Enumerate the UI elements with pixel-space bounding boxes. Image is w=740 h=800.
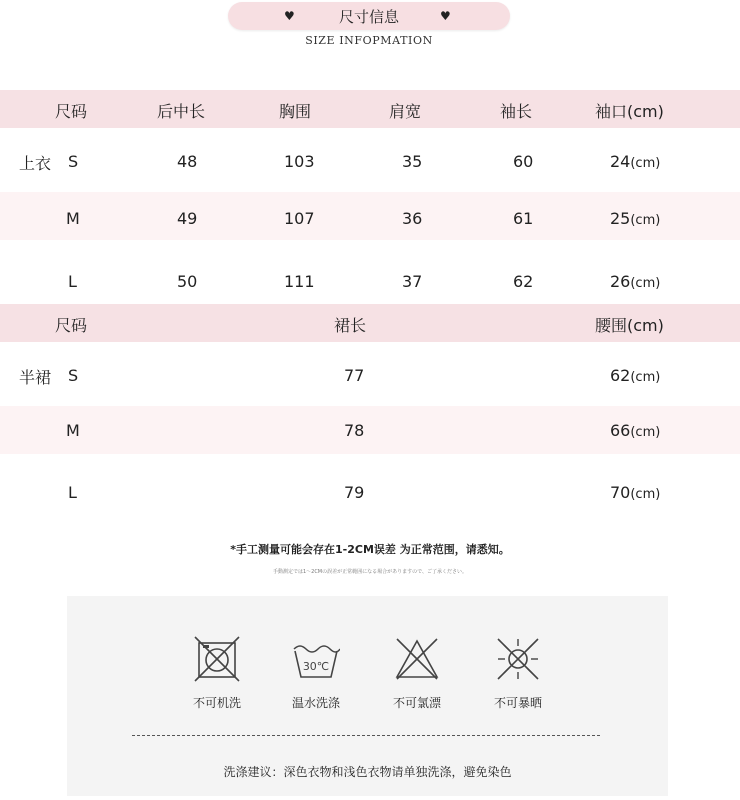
sleeve-cell: 62 <box>513 272 534 291</box>
top-table-header-row <box>0 90 740 128</box>
bust-cell: 111 <box>284 272 315 291</box>
header-bust: 胸围 <box>279 102 312 121</box>
header-size: 尺码 <box>55 102 88 121</box>
back-length-cell: 49 <box>177 209 198 228</box>
size-cell: S <box>68 152 79 171</box>
size-cell: L <box>68 483 77 502</box>
header-cuff: 袖口(cm) <box>595 102 664 121</box>
page-subtitle: SIZE INFOPMATION <box>305 34 433 47</box>
bust-cell: 103 <box>284 152 315 171</box>
cuff-cell: 24(cm) <box>610 152 661 171</box>
no-sun-drying-icon <box>494 635 542 683</box>
table-row <box>0 406 740 454</box>
measurement-note: *手工测量可能会存在1-2CM误差 为正常范围，请悉知。 <box>230 543 510 556</box>
table-row <box>0 244 740 302</box>
care-label: 温水洗涤 <box>291 696 340 710</box>
measurement-note-jp: 手動測定では1～2CMの誤差が正常範囲になる場合がありますので、ご了承ください。 <box>272 569 468 575</box>
skirt-table-header-row <box>0 304 740 342</box>
size-cell: M <box>66 209 80 228</box>
header-skirt-length: 裙长 <box>334 316 367 335</box>
wash-advice: 洗涤建议：深色衣物和浅色衣物请单独洗涤，避免染色 <box>223 765 512 779</box>
table-row <box>0 344 740 404</box>
shoulder-cell: 37 <box>402 272 423 291</box>
care-label: 不可机洗 <box>192 696 241 710</box>
top-group-label: 上衣 <box>19 154 52 173</box>
cuff-cell: 26(cm) <box>610 272 661 291</box>
wash-temp: 30℃ <box>302 660 330 673</box>
skirt-group-label: 半裙 <box>19 368 52 387</box>
skirt-length-cell: 78 <box>344 421 365 440</box>
skirt-length-cell: 77 <box>344 366 365 385</box>
title-banner <box>228 2 510 30</box>
sleeve-cell: 61 <box>513 209 534 228</box>
header-sleeve: 袖长 <box>500 102 533 121</box>
sleeve-cell: 60 <box>513 152 534 171</box>
size-cell: L <box>68 272 77 291</box>
back-length-cell: 48 <box>177 152 198 171</box>
no-machine-wash-icon <box>193 635 241 683</box>
header-size: 尺码 <box>55 316 88 335</box>
bust-cell: 107 <box>284 209 315 228</box>
header-waist: 腰围(cm) <box>595 316 664 335</box>
heart-icon-left: ♥ <box>284 9 295 23</box>
table-row <box>0 192 740 240</box>
header-back-length: 后中长 <box>157 102 206 121</box>
care-label: 不可氯漂 <box>392 696 441 710</box>
size-cell: S <box>68 366 79 385</box>
back-length-cell: 50 <box>177 272 198 291</box>
waist-cell: 66(cm) <box>610 421 661 440</box>
shoulder-cell: 36 <box>402 209 423 228</box>
no-bleach-icon <box>393 635 441 683</box>
care-label: 不可暴晒 <box>493 696 542 710</box>
divider <box>132 735 600 736</box>
size-cell: M <box>66 421 80 440</box>
skirt-length-cell: 79 <box>344 483 365 502</box>
header-shoulder: 肩宽 <box>389 102 422 121</box>
table-row <box>0 130 740 190</box>
shoulder-cell: 35 <box>402 152 423 171</box>
warm-water-wash-30-icon <box>292 637 340 685</box>
heart-icon-right: ♥ <box>440 9 451 23</box>
table-row <box>0 458 740 518</box>
page-title: 尺寸信息 <box>338 7 399 26</box>
waist-cell: 62(cm) <box>610 366 661 385</box>
waist-cell: 70(cm) <box>610 483 661 502</box>
cuff-cell: 25(cm) <box>610 209 661 228</box>
